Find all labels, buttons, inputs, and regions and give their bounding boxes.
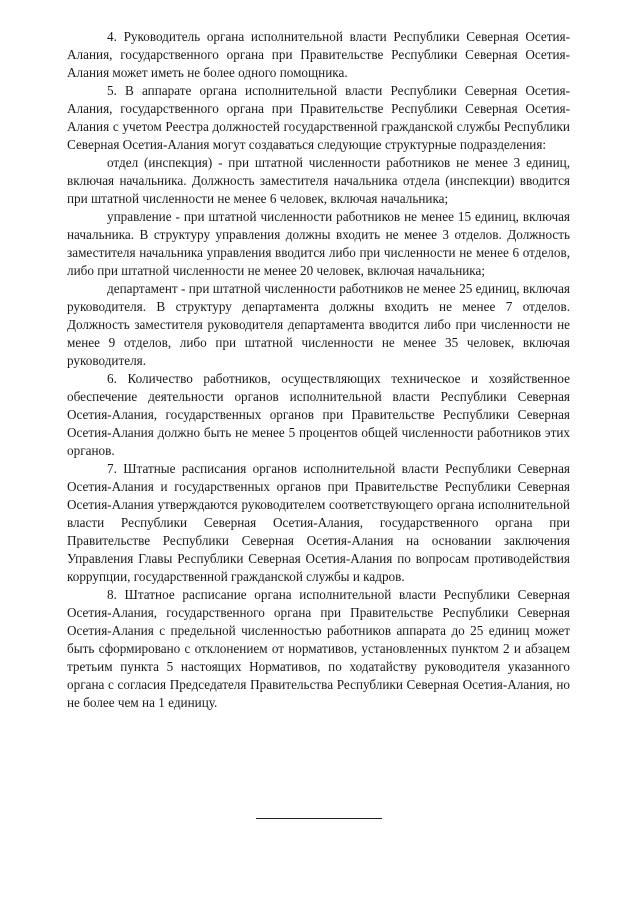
paragraph-item-5: 5. В аппарате органа исполнительной власти Республики Северная Осетия-Алания, государственного органа при Правительстве Республики Северная Осетия-Алания с учетом Реестра должностей государственной гражданской службы Республики Северная Осетия-Алания могут создаваться следующие структурные подразделения: [67,83,570,152]
paragraph-item-6: 6. Количество работников, осуществляющих техническое и хозяйственное обеспечение деятельности органов исполнительной власти Республики Северная Осетия-Алания, государственных органов при Правительстве Республики Северная Осетия-Алания должно быть не менее 5 процентов общей численности работников этих органов. [67,371,570,458]
paragraph-item-4: 4. Руководитель органа исполнительной власти Республики Северная Осетия-Алания, государственного органа при Правительстве Республики Северная Осетия-Алания может иметь не более одного помощника. [67,29,570,80]
end-divider-line [256,818,382,819]
paragraph-item-8: 8. Штатное расписание органа исполнительной власти Республики Северная Осетия-Алания, государственного органа при Правительстве Республики Северная Осетия-Алания с предельной численностью работников аппарата до 25 единиц может быть сформировано с отклонением от нормативов, установленных пунктом 2 и абзацем третьим пункта 5 настоящих Нормативов, по ходатайству руководителя указанного органа с согласия Председателя Правительства Республики Северная Осетия-Алания, но не более чем на 1 единицу. [67,587,570,710]
paragraph-department-departament: департамент - при штатной численности работников не менее 25 единиц, включая руководителя. В структуру департамента должны входить не менее 7 отделов. Должность заместителя руководителя департамента вводится либо при численности не менее 9 отделов, либо при штатной численности не менее 35 человек, включая руководителя. [67,281,570,368]
paragraph-department-otdel: отдел (инспекция) - при штатной численности работников не менее 3 единиц, включая начальника. Должность заместителя начальника отдела (инспекции) вводится при штатной численности не менее 6 человек, включая начальника; [67,155,570,206]
paragraph-item-7: 7. Штатные расписания органов исполнительной власти Республики Северная Осетия-Алания и государственных органов при Правительстве Республики Северная Осетия-Алания утверждаются руководителем соответствующего органа исполнительной власти Республики Северная Осетия-Алания, государственного органа при Правительстве Республики Северная Осетия-Алания на основании заключения Управления Главы Республики Северная Осетия-Алания по вопросам противодействия коррупции, государственной гражданской службы и кадров. [67,461,570,584]
paragraph-department-upravlenie: управление - при штатной численности работников не менее 15 единиц, включая начальника. В структуру управления должны входить не менее 3 отделов. Должность заместителя начальника управления вводится либо при численности не менее 6 отделов, либо при штатной численности не менее 20 человек, включая начальника; [67,209,570,278]
document-body [67,28,570,712]
